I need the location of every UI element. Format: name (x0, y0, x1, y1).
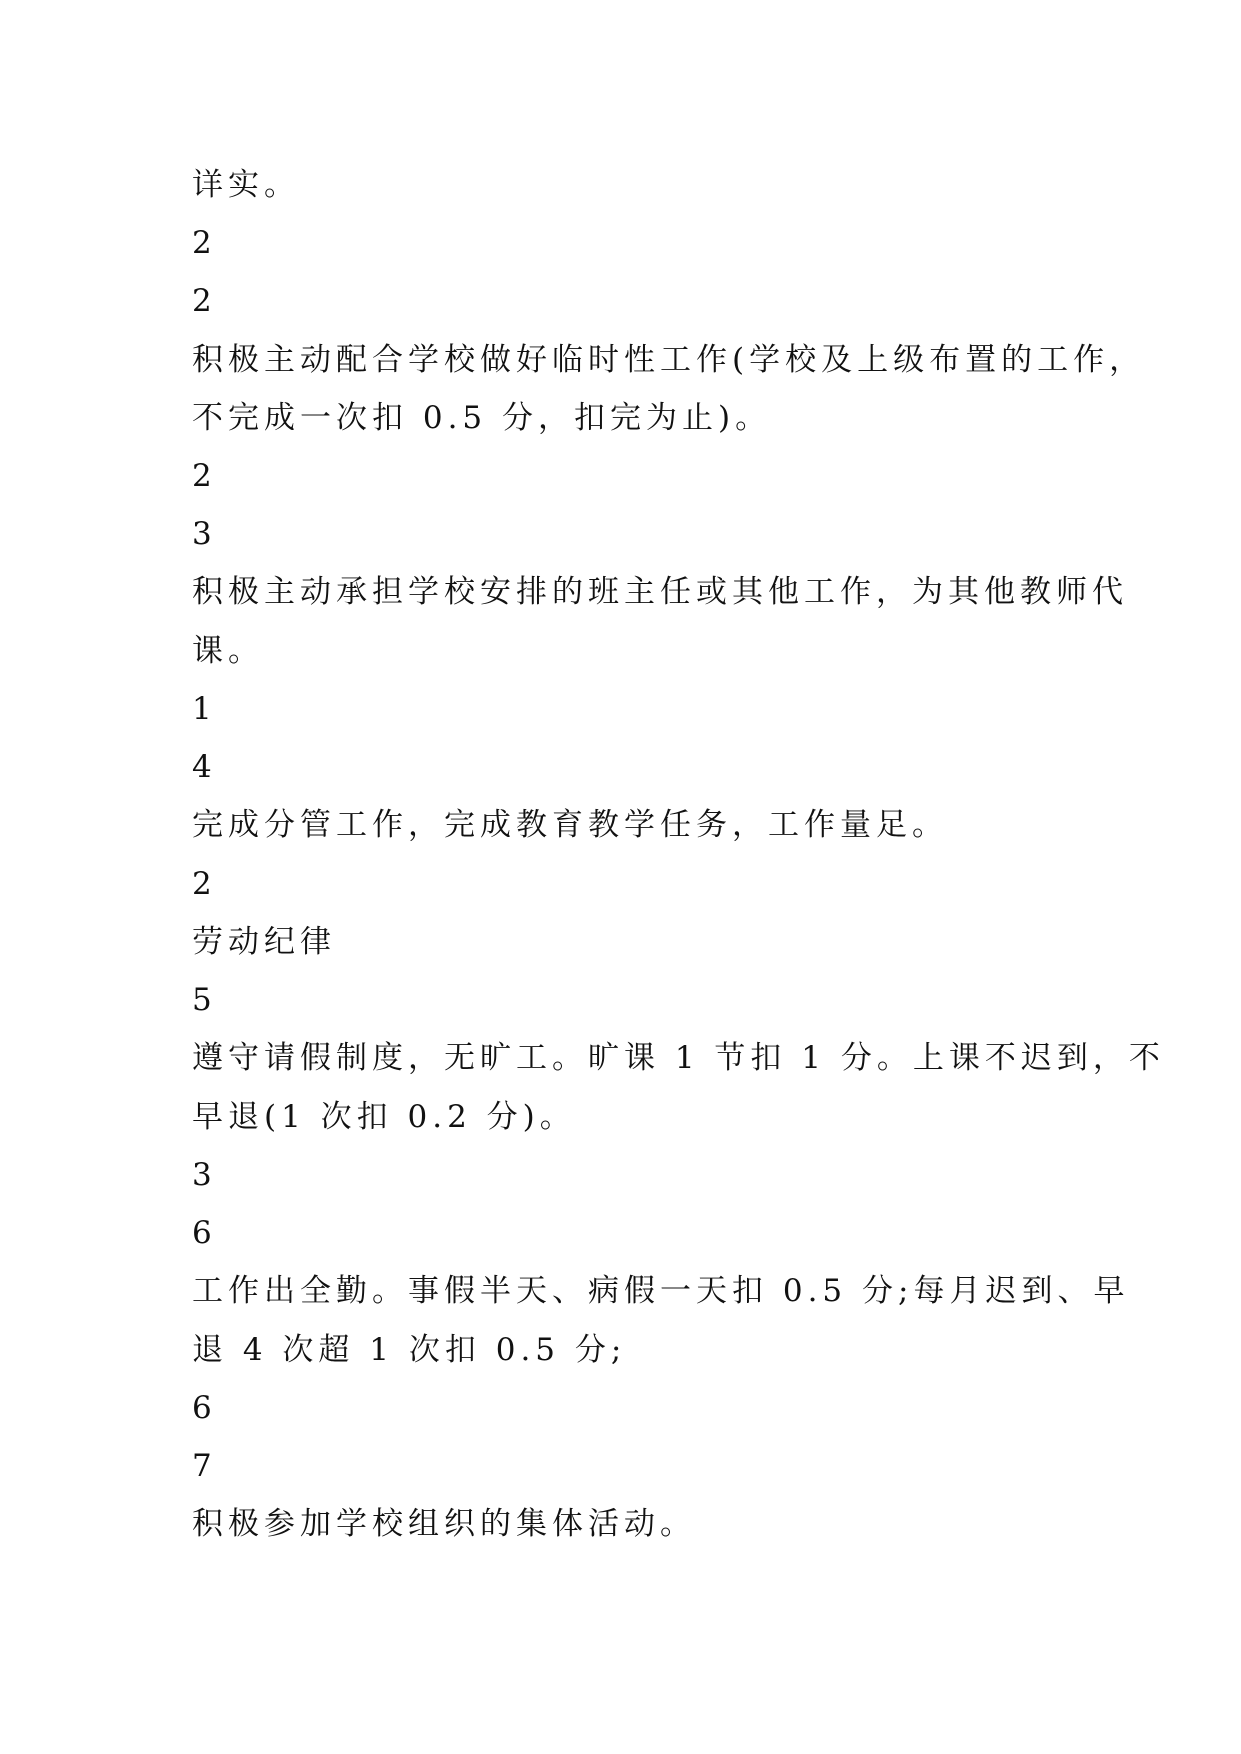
text-line: 3 (192, 1157, 217, 1193)
text-line: 积极参加学校组织的集体活动。 (192, 1506, 696, 1542)
text-line: 工作出全勤。事假半天、病假一天扣 0.5 分;每月迟到、早 (192, 1273, 1130, 1309)
text-line: 积极主动配合学校做好临时性工作(学校及上级布置的工作， (192, 342, 1146, 378)
text-line: 7 (192, 1448, 217, 1484)
text-line: 4 (192, 749, 217, 785)
text-line: 早退(1 次扣 0.2 分)。 (192, 1099, 576, 1135)
text-line: 详实。 (192, 167, 300, 203)
text-line: 2 (192, 866, 217, 902)
text-line: 2 (192, 225, 217, 261)
text-line: 3 (192, 516, 217, 552)
text-line: 退 4 次超 1 次扣 0.5 分; (192, 1332, 627, 1368)
text-line: 2 (192, 283, 217, 319)
text-line: 6 (192, 1215, 217, 1251)
text-line: 6 (192, 1390, 217, 1426)
text-line: 1 (192, 691, 217, 727)
text-line: 积极主动承担学校安排的班主任或其他工作，为其他教师代 (192, 574, 1128, 610)
text-line: 遵守请假制度，无旷工。旷课 1 节扣 1 分。上课不迟到，不 (192, 1040, 1165, 1076)
text-line: 2 (192, 458, 217, 494)
text-line: 课。 (192, 633, 264, 669)
text-line: 完成分管工作，完成教育教学任务，工作量足。 (192, 807, 948, 843)
section-heading: 劳动纪律 (192, 924, 336, 960)
text-line: 5 (192, 982, 217, 1018)
text-line: 不完成一次扣 0.5 分，扣完为止)。 (192, 400, 772, 436)
